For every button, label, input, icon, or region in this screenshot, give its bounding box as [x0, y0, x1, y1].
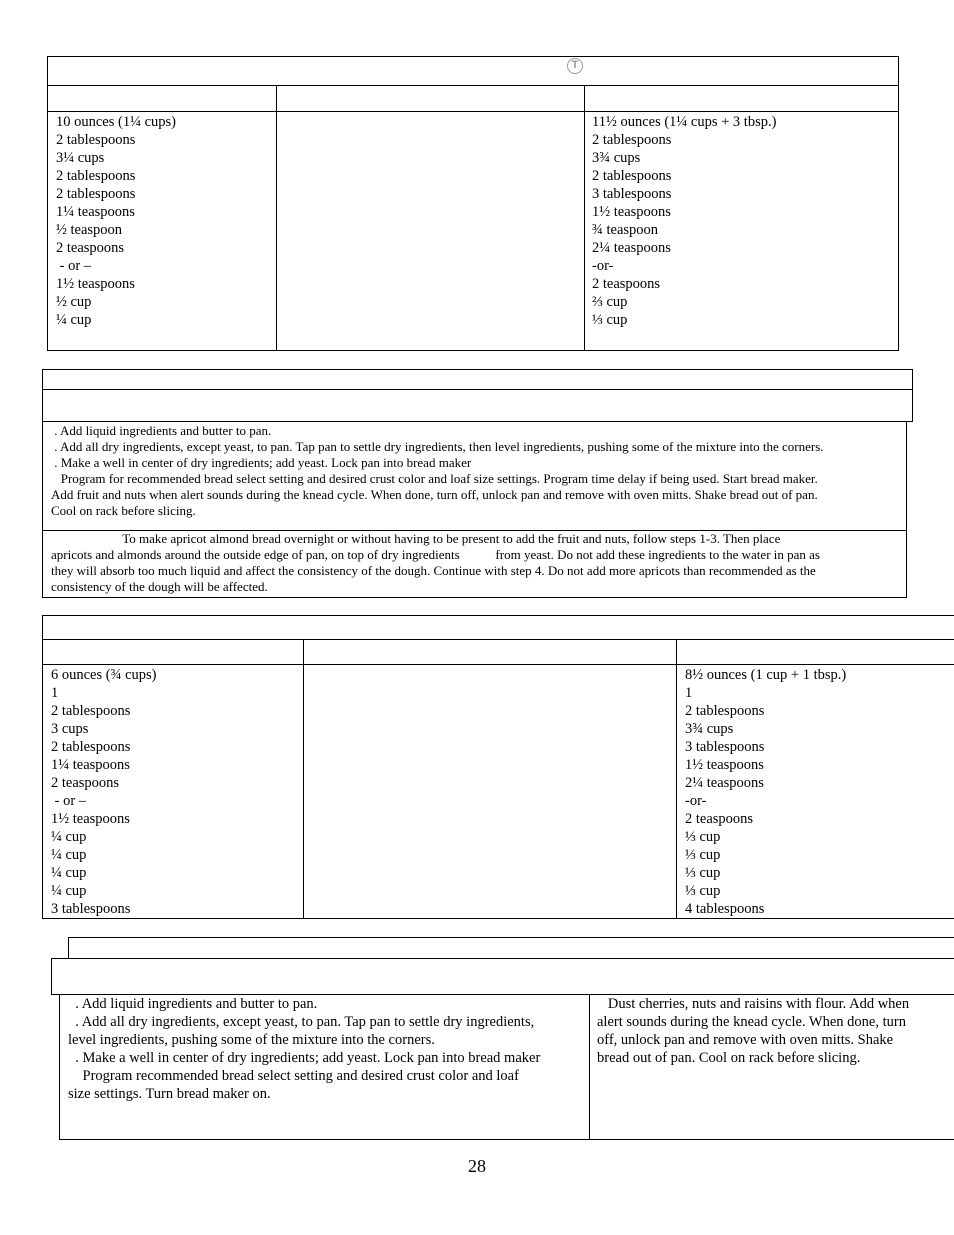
ingredient-amount: 2 tablespoons [56, 168, 136, 184]
instruction-line: off, unlock pan and remove with oven mitts. Shake [597, 1032, 894, 1048]
ingredient-amount: ⅓ cup [685, 883, 721, 899]
ingredient-amount: ⅓ cup [685, 829, 721, 845]
ingredient-amount: 8½ ounces (1 cup + 1 tbsp.) [685, 667, 847, 683]
ingredient-amount: 11½ ounces (1¼ cups + 3 tbsp.) [592, 114, 777, 130]
ingredient-amount: 1¼ teaspoons [56, 204, 135, 220]
ingredient-amount: 1½ teaspoons [51, 811, 130, 827]
ingredient-amount: -or- [685, 793, 707, 809]
ingredient-amount: 2 teaspoons [51, 775, 120, 791]
page-number: 28 [468, 1156, 486, 1176]
ingredient-amount: 2 tablespoons [56, 132, 136, 148]
note1-overnight-instructions [51, 531, 820, 595]
note-line: they will absorb too much liquid and affect the consistency of the dough. Continue with step 4. Do not add more apricots than recommended as the [51, 563, 816, 578]
steps2-header-bar [51, 958, 954, 995]
ingredient-amount: ⅔ cup [592, 294, 628, 310]
ingredient-amount: - or – [51, 793, 87, 809]
ingredient-amount: 1½ teaspoons [56, 276, 135, 292]
ingredient-amount: 3 cups [51, 721, 89, 737]
ingredient-amount: 3 tablespoons [592, 186, 672, 202]
instruction-line: . Make a well in center of dry ingredients; add yeast. Lock pan into bread maker [68, 1050, 541, 1066]
ingredient-amount: 2 tablespoons [592, 132, 672, 148]
table1-col-divider-1 [276, 85, 277, 351]
instruction-line: . Add all dry ingredients, except yeast, to pan. Tap pan to settle dry ingredients, [68, 1014, 535, 1030]
ingredient-amount: 3¾ cups [592, 150, 641, 166]
table2-ingredient-amounts-large [685, 666, 846, 918]
ingredient-amount: 2 teaspoons [685, 811, 754, 827]
ingredient-amount: ⅓ cup [685, 865, 721, 881]
ingredient-amount: 2 tablespoons [685, 703, 765, 719]
instruction-line: . Add liquid ingredients and butter to pan. [51, 423, 272, 438]
ingredient-amount: 4 tablespoons [685, 901, 765, 917]
instruction-line: . Add liquid ingredients and butter to pan. [68, 996, 318, 1012]
note-line: apricots and almonds around the outside edge of pan, on top of dry ingredients from yeast. Do not add these ingredients to the water in pan as [51, 547, 820, 562]
ingredient-amount: ¼ cup [51, 829, 87, 845]
ingredient-amount: ¾ teaspoon [592, 222, 659, 238]
ingredient-amount: 1 [51, 685, 59, 701]
ingredient-amount: 6 ounces (¾ cups) [51, 667, 157, 683]
instruction-line: . Make a well in center of dry ingredients; add yeast. Lock pan into bread maker [51, 455, 472, 470]
instruction-line: alert sounds during the knead cycle. When done, turn [597, 1014, 906, 1030]
table2-divider-title [42, 639, 954, 640]
ingredient-amount: 3 tablespoons [685, 739, 765, 755]
table2-divider-header [42, 664, 954, 665]
ingredient-amount: 1½ teaspoons [592, 204, 671, 220]
steps2-right-instructions [597, 995, 909, 1067]
timer-t-icon: T [567, 58, 583, 74]
steps1-header-bar [42, 389, 913, 422]
instruction-line: Add fruit and nuts when alert sounds during the knead cycle. When done, turn off, unlock pan and remove with oven mitts. Shake bread out of pan. [51, 487, 818, 502]
instruction-line: Program for recommended bread select setting and desired crust color and loaf size settings. Program time delay if being used. Start bread maker. [51, 471, 818, 486]
table2-col-divider-2 [676, 639, 677, 919]
ingredient-amount: 2 tablespoons [56, 186, 136, 202]
instruction-line: Program recommended bread select setting and desired crust color and loaf [68, 1068, 519, 1084]
note-line: To make apricot almond bread overnight or without having to be present to add the fruit and nuts, follow steps 1-3. Then place [51, 531, 781, 546]
table1-col-divider-2 [584, 85, 585, 351]
ingredient-amount: ¼ cup [56, 312, 92, 328]
ingredient-amount: 1 [685, 685, 693, 701]
ingredient-amount: 2 tablespoons [51, 703, 131, 719]
ingredient-amount: 10 ounces (1¼ cups) [56, 114, 177, 130]
instruction-line: . Add all dry ingredients, except yeast, to pan. Tap pan to settle dry ingredients, then level ingredients, pushing some of the mixture into the corners. [51, 439, 824, 454]
ingredient-amount: 2¼ teaspoons [685, 775, 764, 791]
ingredient-amount: ¼ cup [51, 847, 87, 863]
ingredient-amount: 2 tablespoons [51, 739, 131, 755]
table2-col-divider-1 [303, 639, 304, 919]
ingredient-amount: 1¼ teaspoons [51, 757, 130, 773]
table1-ingredient-amounts-large [592, 113, 776, 329]
instruction-line: bread out of pan. Cool on rack before slicing. [597, 1050, 861, 1066]
steps2-col-divider [589, 994, 590, 1140]
steps2-left-instructions [68, 995, 540, 1103]
ingredient-amount: 1½ teaspoons [685, 757, 764, 773]
steps1-instructions [51, 423, 824, 519]
table1-divider-title [47, 85, 899, 86]
ingredient-amount: - or – [56, 258, 92, 274]
instruction-line: Dust cherries, nuts and raisins with flour. Add when [597, 996, 910, 1012]
table2-ingredient-amounts-small [51, 666, 157, 918]
ingredient-amount: 3 tablespoons [51, 901, 131, 917]
instruction-line: Cool on rack before slicing. [51, 503, 196, 518]
ingredient-amount: ¼ cup [51, 865, 87, 881]
ingredient-amount: 2 tablespoons [592, 168, 672, 184]
ingredient-amount: 3¼ cups [56, 150, 105, 166]
ingredient-amount: ½ cup [56, 294, 92, 310]
note-line: consistency of the dough will be affected. [51, 579, 268, 594]
ingredient-amount: 2 teaspoons [56, 240, 125, 256]
ingredient-amount: 2¼ teaspoons [592, 240, 671, 256]
ingredient-amount: -or- [592, 258, 614, 274]
table1-ingredient-amounts-small [56, 113, 176, 329]
steps2-title-bar [68, 937, 954, 959]
instruction-line: size settings. Turn bread maker on. [68, 1086, 271, 1102]
table1-divider-header [47, 111, 899, 112]
ingredient-amount: 3¾ cups [685, 721, 734, 737]
ingredient-amount: ½ teaspoon [56, 222, 123, 238]
ingredient-amount: 2 teaspoons [592, 276, 661, 292]
ingredient-amount: ⅓ cup [592, 312, 628, 328]
steps1-title-bar [42, 369, 913, 390]
instruction-line: level ingredients, pushing some of the mixture into the corners. [68, 1032, 435, 1048]
ingredient-amount: ¼ cup [51, 883, 87, 899]
ingredient-amount: ⅓ cup [685, 847, 721, 863]
